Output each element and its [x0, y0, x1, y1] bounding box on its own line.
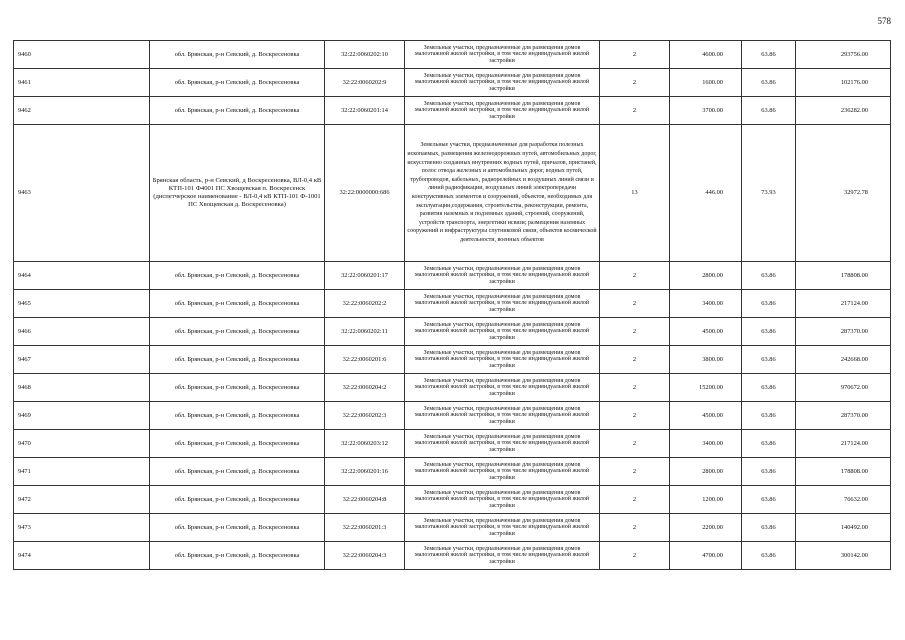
cadastral-value: 102176.00 — [840, 78, 868, 86]
row-number: 9473 — [18, 523, 31, 531]
area-cell — [670, 542, 742, 570]
area: 4700.00 — [702, 551, 723, 559]
permitted-use-cell — [405, 290, 600, 318]
row-number: 9474 — [18, 551, 31, 559]
group-cell — [600, 486, 670, 514]
cadastral-value-cell — [796, 97, 891, 125]
table-row — [14, 41, 891, 69]
specific-value: 63.86 — [761, 383, 776, 391]
table-row — [14, 97, 891, 125]
cadastral-number: 32:22:0060202:3 — [342, 411, 387, 419]
permitted-use-cell — [405, 486, 600, 514]
permitted-use: Земельные участки, предназначенные для размещения домов малоэтажной жилой застройки, в том числе индивидуальной жилой застройки — [414, 72, 590, 92]
table-row — [14, 430, 891, 458]
area: 3400.00 — [702, 299, 723, 307]
address: обл. Брянская, р-н Севский, д. Воскресеновка — [174, 523, 300, 531]
area-cell — [670, 402, 742, 430]
cadastral-value: 242668.00 — [840, 355, 868, 363]
area-cell — [670, 458, 742, 486]
address-cell — [150, 542, 325, 570]
group-code: 2 — [632, 50, 637, 58]
row-number: 9464 — [18, 271, 31, 279]
cadastral-number: 32:22:0060204:2 — [342, 383, 387, 391]
permitted-use: Земельные участки, предназначенные для размещения домов малоэтажной жилой застройки, в том числе индивидуальной жилой застройки — [414, 405, 590, 425]
specific-value: 63.86 — [761, 78, 776, 86]
table-row — [14, 69, 891, 97]
area-cell — [670, 125, 742, 262]
row-number-cell — [14, 125, 150, 262]
group-code: 2 — [632, 439, 637, 447]
permitted-use-cell — [405, 542, 600, 570]
row-number-cell — [14, 69, 150, 97]
row-number: 9470 — [18, 439, 31, 447]
permitted-use: Земельные участки, предназначенные для размещения домов малоэтажной жилой застройки, в том числе индивидуальной жилой застройки — [414, 100, 590, 120]
cadastral-value-cell — [796, 374, 891, 402]
row-number-cell — [14, 486, 150, 514]
area: 2800.00 — [702, 271, 723, 279]
specific-value: 63.86 — [761, 50, 776, 58]
specific-value-cell — [742, 514, 796, 542]
group-cell — [600, 41, 670, 69]
address-cell — [150, 374, 325, 402]
cadastral-value: 287370.00 — [840, 327, 868, 335]
group-code: 2 — [632, 327, 637, 335]
address-cell — [150, 97, 325, 125]
specific-value-cell — [742, 125, 796, 262]
table-body — [14, 41, 891, 570]
cadastral-number-cell — [325, 374, 405, 402]
address-cell — [150, 402, 325, 430]
specific-value-cell — [742, 486, 796, 514]
group-cell — [600, 97, 670, 125]
area-cell — [670, 514, 742, 542]
cadastral-number: 32:22:0060204:3 — [342, 551, 387, 559]
permitted-use-cell — [405, 318, 600, 346]
row-number-cell — [14, 458, 150, 486]
permitted-use-cell — [405, 374, 600, 402]
specific-value-cell — [742, 262, 796, 290]
permitted-use: Земельные участки, предназначенные для разработки полезных ископаемых, размещения железнодорожных путей, автомобильных дорог, искусственно созданных внутренних водных путей, причалов, пристаней, полос отвода железных и автомобильных дорог, водных путей, трубопроводов, кабельных, радиорелейных и воздушных линий связи и линий радиофикации, воздушных линий электропередачи конструктивных элементов и сооружений, объектов, необходимых для эксплуатации,содержания, строительства, реконструкции, ремонта, развития наземных и подземных зданий, строений, сооружений, устройств транспорта, энергетики исвязи; размещения наземных сооружений и инфраструктуры спутниковой связи, объектов космической деятельности, военных объектов — [407, 142, 597, 243]
table-row — [14, 374, 891, 402]
table-row — [14, 318, 891, 346]
group-code: 2 — [632, 523, 637, 531]
cadastral-value-cell — [796, 542, 891, 570]
group-code: 2 — [632, 271, 637, 279]
address: обл. Брянская, р-н Севский, д. Воскресеновка — [174, 106, 300, 114]
area: 1600.00 — [702, 78, 723, 86]
permitted-use-cell — [405, 402, 600, 430]
row-number: 9468 — [18, 383, 31, 391]
group-code: 13 — [631, 189, 638, 197]
row-number-cell — [14, 542, 150, 570]
cadastral-number-cell — [325, 97, 405, 125]
group-cell — [600, 430, 670, 458]
permitted-use: Земельные участки, предназначенные для размещения домов малоэтажной жилой застройки, в том числе индивидуальной жилой застройки — [414, 44, 590, 64]
address-cell — [150, 458, 325, 486]
specific-value-cell — [742, 290, 796, 318]
cadastral-value-cell — [796, 69, 891, 97]
specific-value: 63.86 — [761, 439, 776, 447]
row-number: 9466 — [18, 327, 31, 335]
cadastral-value: 140492.00 — [840, 523, 868, 531]
address-cell — [150, 262, 325, 290]
cadastral-number: 32:22:0060201:17 — [341, 271, 388, 279]
address-cell — [150, 346, 325, 374]
cadastral-number-cell — [325, 262, 405, 290]
cadastral-number-cell — [325, 486, 405, 514]
group-cell — [600, 346, 670, 374]
cadastral-value: 32972.78 — [844, 189, 868, 197]
row-number-cell — [14, 430, 150, 458]
address: обл. Брянская, р-н Севский, д. Воскресеновка — [174, 78, 300, 86]
permitted-use-cell — [405, 69, 600, 97]
cadastral-number: 32:22:0060204:8 — [342, 495, 387, 503]
cadastral-value-cell — [796, 458, 891, 486]
address-cell — [150, 430, 325, 458]
group-code: 2 — [632, 78, 637, 86]
address: обл. Брянская, р-н Севский, д. Воскресеновка — [174, 495, 300, 503]
cadastral-value-cell — [796, 514, 891, 542]
row-number: 9472 — [18, 495, 31, 503]
specific-value-cell — [742, 41, 796, 69]
cadastral-value-cell — [796, 318, 891, 346]
specific-value: 63.86 — [761, 467, 776, 475]
area: 2800.00 — [702, 467, 723, 475]
permitted-use-cell — [405, 514, 600, 542]
cadastral-number-cell — [325, 514, 405, 542]
specific-value: 63.86 — [761, 327, 776, 335]
area: 4600.00 — [702, 50, 723, 58]
permitted-use: Земельные участки, предназначенные для размещения домов малоэтажной жилой застройки, в том числе индивидуальной жилой застройки — [414, 545, 590, 565]
table-row — [14, 458, 891, 486]
area: 4500.00 — [702, 411, 723, 419]
row-number: 9471 — [18, 467, 31, 475]
cadastral-number-cell — [325, 458, 405, 486]
cadastral-number-cell — [325, 318, 405, 346]
specific-value: 63.86 — [761, 411, 776, 419]
table-row — [14, 542, 891, 570]
address-cell — [150, 486, 325, 514]
area-cell — [670, 41, 742, 69]
row-number: 9462 — [18, 106, 31, 114]
row-number: 9460 — [18, 50, 31, 58]
group-cell — [600, 318, 670, 346]
row-number: 9465 — [18, 299, 31, 307]
cadastral-value-cell — [796, 41, 891, 69]
address: обл. Брянская, р-н Севский, д. Воскресеновка — [174, 411, 300, 419]
address-cell — [150, 290, 325, 318]
permitted-use: Земельные участки, предназначенные для размещения домов малоэтажной жилой застройки, в том числе индивидуальной жилой застройки — [414, 265, 590, 285]
area-cell — [670, 430, 742, 458]
table-row — [14, 486, 891, 514]
address: обл. Брянская, р-н Севский, д. Воскресеновка — [174, 355, 300, 363]
permitted-use-cell — [405, 41, 600, 69]
group-code: 2 — [632, 106, 637, 114]
area: 2200.00 — [702, 523, 723, 531]
group-cell — [600, 458, 670, 486]
specific-value-cell — [742, 542, 796, 570]
cadastral-value-cell — [796, 430, 891, 458]
address: Брянская область, р-н Севский, д Воскресеновка, ВЛ-0,4 кВ КТП-101 Ф4001 ПС Хвощевская п. Воскресенск (диспетчерское наименование - ВЛ-0,4 кВ КТП-101 Ф-1001 ПС Хвощевская д. Воскресеновка) — [152, 177, 322, 208]
cadastral-number-cell — [325, 402, 405, 430]
group-cell — [600, 290, 670, 318]
table-row — [14, 514, 891, 542]
cadastral-number: 32:22:0060201:16 — [341, 467, 388, 475]
row-number-cell — [14, 346, 150, 374]
group-cell — [600, 374, 670, 402]
address: обл. Брянская, р-н Севский, д. Воскресеновка — [174, 299, 300, 307]
address: обл. Брянская, р-н Севский, д. Воскресеновка — [174, 383, 300, 391]
permitted-use: Земельные участки, предназначенные для размещения домов малоэтажной жилой застройки, в том числе индивидуальной жилой застройки — [414, 489, 590, 509]
cadastral-number-cell — [325, 542, 405, 570]
area: 446.00 — [705, 189, 723, 197]
cadastral-value: 287370.00 — [840, 411, 868, 419]
permitted-use-cell — [405, 430, 600, 458]
cadastral-value: 217124.00 — [840, 299, 868, 307]
area-cell — [670, 262, 742, 290]
cadastral-value-cell — [796, 125, 891, 262]
specific-value-cell — [742, 318, 796, 346]
row-number: 9461 — [18, 78, 31, 86]
address: обл. Брянская, р-н Севский, д. Воскресеновка — [174, 439, 300, 447]
group-code: 2 — [632, 299, 637, 307]
group-cell — [600, 69, 670, 97]
specific-value: 73.93 — [761, 189, 776, 197]
cadastral-number: 32:22:0060202:11 — [341, 327, 388, 335]
area: 4500.00 — [702, 327, 723, 335]
specific-value: 63.86 — [761, 523, 776, 531]
cadastral-value-cell — [796, 262, 891, 290]
cadastral-number-cell — [325, 290, 405, 318]
table-row — [14, 346, 891, 374]
group-cell — [600, 514, 670, 542]
specific-value-cell — [742, 374, 796, 402]
cadastral-number-cell — [325, 346, 405, 374]
group-code: 2 — [632, 467, 637, 475]
cadastral-number: 32:22:0060201:6 — [342, 355, 387, 363]
area-cell — [670, 486, 742, 514]
permitted-use: Земельные участки, предназначенные для размещения домов малоэтажной жилой застройки, в том числе индивидуальной жилой застройки — [414, 461, 590, 481]
cadastral-value: 178808.00 — [840, 271, 868, 279]
cadastral-number: 32:22:0060201:14 — [341, 106, 388, 114]
row-number-cell — [14, 318, 150, 346]
permitted-use: Земельные участки, предназначенные для размещения домов малоэтажной жилой застройки, в том числе индивидуальной жилой застройки — [414, 377, 590, 397]
address-cell — [150, 69, 325, 97]
permitted-use-cell — [405, 262, 600, 290]
area-cell — [670, 318, 742, 346]
table-row — [14, 402, 891, 430]
cadastral-value: 970672.00 — [840, 383, 868, 391]
cadastral-number-cell — [325, 125, 405, 262]
specific-value-cell — [742, 402, 796, 430]
specific-value-cell — [742, 346, 796, 374]
cadastral-value: 293756.00 — [840, 50, 868, 58]
group-code: 2 — [632, 383, 637, 391]
row-number: 9469 — [18, 411, 31, 419]
cadastral-value: 300142.00 — [840, 551, 868, 559]
group-code: 2 — [632, 495, 637, 503]
row-number: 9467 — [18, 355, 31, 363]
specific-value: 63.86 — [761, 551, 776, 559]
row-number-cell — [14, 514, 150, 542]
table-row — [14, 262, 891, 290]
cadastral-number: 32:22:0000000:686 — [339, 189, 390, 197]
table-row — [14, 125, 891, 262]
area-cell — [670, 374, 742, 402]
address: обл. Брянская, р-н Севский, д. Воскресеновка — [174, 327, 300, 335]
area: 15200.00 — [699, 383, 723, 391]
specific-value: 63.86 — [761, 106, 776, 114]
area: 3800.00 — [702, 355, 723, 363]
specific-value: 63.86 — [761, 495, 776, 503]
group-cell — [600, 125, 670, 262]
land-registry-table — [13, 40, 891, 570]
cadastral-value: 76632.00 — [844, 495, 868, 503]
address: обл. Брянская, р-н Севский, д. Воскресеновка — [174, 551, 300, 559]
cadastral-value-cell — [796, 290, 891, 318]
address-cell — [150, 514, 325, 542]
permitted-use-cell — [405, 346, 600, 374]
group-code: 2 — [632, 411, 637, 419]
row-number-cell — [14, 374, 150, 402]
address-cell — [150, 318, 325, 346]
area: 3700.00 — [702, 106, 723, 114]
specific-value-cell — [742, 458, 796, 486]
address: обл. Брянская, р-н Севский, д. Воскресеновка — [174, 271, 300, 279]
permitted-use: Земельные участки, предназначенные для размещения домов малоэтажной жилой застройки, в том числе индивидуальной жилой застройки — [414, 321, 590, 341]
permitted-use: Земельные участки, предназначенные для размещения домов малоэтажной жилой застройки, в том числе индивидуальной жилой застройки — [414, 433, 590, 453]
group-code: 2 — [632, 355, 637, 363]
specific-value: 63.86 — [761, 271, 776, 279]
permitted-use-cell — [405, 458, 600, 486]
area-cell — [670, 97, 742, 125]
address-cell — [150, 125, 325, 262]
cadastral-number-cell — [325, 41, 405, 69]
table-row — [14, 290, 891, 318]
row-number-cell — [14, 262, 150, 290]
cadastral-number-cell — [325, 69, 405, 97]
cadastral-number: 32:22:0060202:10 — [341, 50, 388, 58]
area-cell — [670, 290, 742, 318]
cadastral-number: 32:22:0060201:3 — [342, 523, 387, 531]
cadastral-number: 32:22:0060202:9 — [342, 78, 387, 86]
cadastral-number: 32:22:0060202:2 — [342, 299, 387, 307]
row-number-cell — [14, 97, 150, 125]
group-cell — [600, 542, 670, 570]
cadastral-number-cell — [325, 430, 405, 458]
permitted-use: Земельные участки, предназначенные для размещения домов малоэтажной жилой застройки, в том числе индивидуальной жилой застройки — [414, 349, 590, 369]
specific-value-cell — [742, 97, 796, 125]
cadastral-value-cell — [796, 402, 891, 430]
address: обл. Брянская, р-н Севский, д. Воскресеновка — [174, 467, 300, 475]
permitted-use: Земельные участки, предназначенные для размещения домов малоэтажной жилой застройки, в том числе индивидуальной жилой застройки — [414, 293, 590, 313]
permitted-use: Земельные участки, предназначенные для размещения домов малоэтажной жилой застройки, в том числе индивидуальной жилой застройки — [414, 517, 590, 537]
permitted-use-cell — [405, 97, 600, 125]
cadastral-value: 236282.00 — [840, 106, 868, 114]
row-number-cell — [14, 402, 150, 430]
cadastral-value: 217124.00 — [840, 439, 868, 447]
specific-value-cell — [742, 69, 796, 97]
specific-value-cell — [742, 430, 796, 458]
cadastral-value-cell — [796, 346, 891, 374]
page-number: 578 — [877, 16, 891, 26]
area: 3400.00 — [702, 439, 723, 447]
permitted-use-cell — [405, 125, 600, 262]
row-number-cell — [14, 290, 150, 318]
cadastral-value-cell — [796, 486, 891, 514]
group-code: 2 — [632, 551, 637, 559]
cadastral-number: 32:22:0060203:12 — [341, 439, 388, 447]
group-cell — [600, 262, 670, 290]
row-number: 9463 — [18, 189, 31, 197]
address: обл. Брянская, р-н Севский, д. Воскресеновка — [174, 50, 300, 58]
area-cell — [670, 69, 742, 97]
address-cell — [150, 41, 325, 69]
cadastral-value: 178808.00 — [840, 467, 868, 475]
row-number-cell — [14, 41, 150, 69]
area-cell — [670, 346, 742, 374]
area: 1200.00 — [702, 495, 723, 503]
specific-value: 63.86 — [761, 299, 776, 307]
specific-value: 63.86 — [761, 355, 776, 363]
group-cell — [600, 402, 670, 430]
